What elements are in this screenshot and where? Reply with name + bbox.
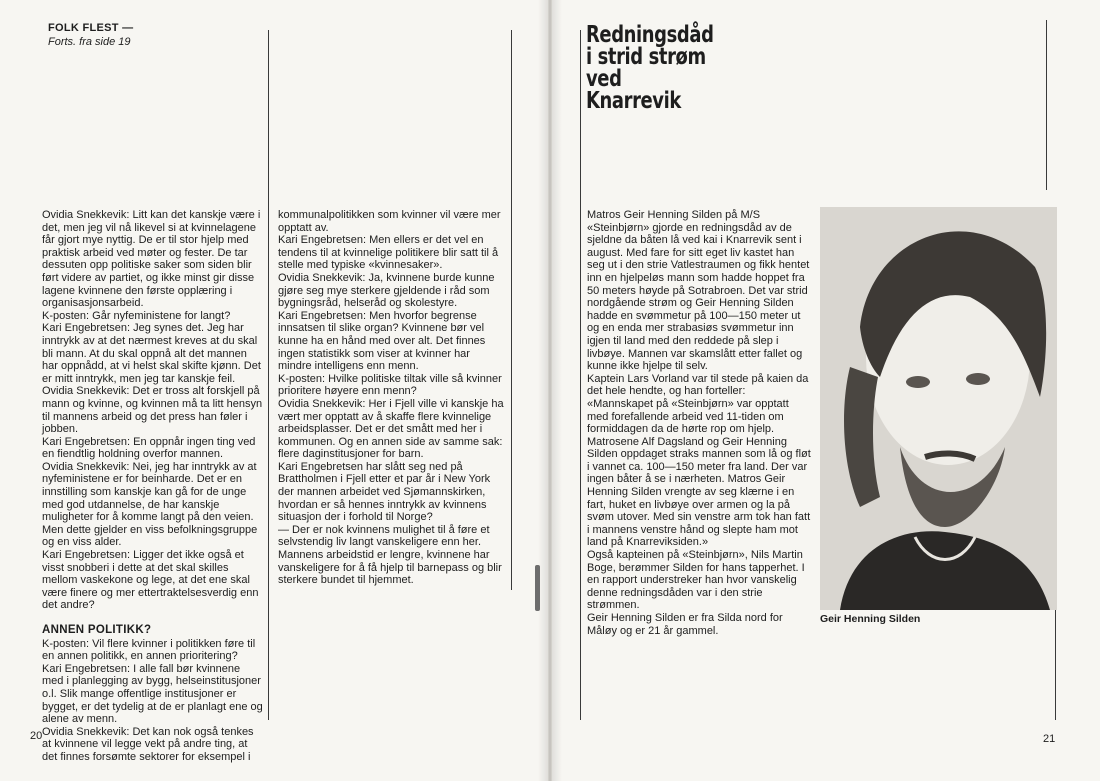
paragraph: Kaptein Lars Vorland var til stede på kaien da det hele hendte, og han forteller: «Mannskapet på «Steinbjørn» var opptatt med forefallende arbeid ved 11-tiden om formiddagen da de hørte rop om hjelp. Matrosene Alf Dagsland og Geir Henning Silden oppdaget straks mannen som lå og fløt i vannet ca. 100—150 meter fra land. Der var ingen båter å se i nærheten. Matros Geir Henning Silden vrengte av seg klærne i en fart, huket en livbøye over armen og la på svøm utover. Med sin venstre arm tok han fatt i mannens venstre hånd og slepte ham mot land på Knarreviksiden.» (587, 372, 811, 549)
paragraph: K-posten: Hvilke politiske tiltak ville så kvinner prioritere høyere enn menn? (278, 372, 502, 398)
headline-line: Redningsdåd (586, 22, 714, 48)
spine-gutter (538, 0, 562, 781)
paragraph: Matros Geir Henning Silden på M/S «Steinbjørn» gjorde en redningsdåd av de sjeldne da båten lå ved kai i Knarrevik sent i august. Med fare for sitt eget liv kastet han seg ut i den strie Vatlestraumen og fikk hentet inn en hjelpeløs mann som hadde hoppet fra 50 meters høyde på Sotrabroen. Det var strid nordgående strøm og Geir Henning Silden hadde en svømmetur på 100—150 meter ut og en enda mer strabasiøs svømmetur inn igjen til land med den reddede på slep i livbøye. Mannen var skamslått etter fallet og kunne ikke hjelpe til selv. (587, 209, 810, 373)
paragraph: Ovidia Snekkevik: Ja, kvinnene burde kunne gjøre seg mye sterkere gjeldende i råd som bygningsråd, helseråd og skolestyre. (278, 271, 495, 310)
portrait-illustration (820, 207, 1057, 610)
paragraph: Kari Engebretsen: Men ellers er det vel en tendens til at kvinnelige politikere blir satt til å stelle med typiske «kvinnesaker». (278, 234, 499, 272)
paragraph: K-posten: Går nyfeministene for langt? (42, 309, 231, 322)
column-divider-right (511, 30, 512, 590)
section-subheading: ANNEN POLITIKK? (42, 624, 152, 636)
column-divider (268, 30, 269, 720)
article-column-2 (278, 209, 506, 587)
rescue-article-column (587, 209, 813, 637)
paragraph: Også kapteinen på «Steinbjørn», Nils Martin Boge, berømmer Silden for hans tapperhet. I en rapport understreker han hvor vanskelig denne redningsdåden var i den strie strømmen. (587, 549, 805, 612)
page-number: 20 (30, 730, 43, 742)
left-page (0, 0, 548, 781)
column-divider-top (1046, 20, 1047, 190)
column-divider-bottom (1055, 610, 1056, 720)
paragraph: Kari Engebretsen: Jeg synes det. Jeg har inntrykk av at det nærmest kreves at du skal bli mann. At du skal oppnå alt det mannen har oppnådd, at vi helst skal skifte kjønn. Det er mitt inntrykk, men jeg tar kanskje feil. (42, 322, 261, 385)
portrait-photo (820, 207, 1057, 610)
paragraph: Geir Henning Silden er fra Silda nord for Måløy og er 21 år gammel. (587, 612, 783, 637)
staple (535, 565, 540, 611)
paragraph: Ovidia Snekkevik: Litt kan det kanskje være i det, men jeg vil nå likevel si at kvinnelagene får gjort mye nyttig. De er til stor hjelp med praktisk arbeid ved møter og fester. De tar dessuten opp politiske saker som siden blir ført videre av partiet, og ikke minst gir disse lagene kvinnene den første opplæring i organisasjonsarbeid. (42, 209, 261, 310)
paragraph: kommunalpolitikken som kvinner vil være mer opptatt av. (278, 209, 501, 234)
paragraph: K-posten: Vil flere kvinner i politikken føre til en annen politikk, en annen prioritering? (42, 637, 256, 663)
headline-line: i strid strøm (586, 44, 706, 70)
continuation-header: FOLK FLEST — (48, 22, 134, 34)
paragraph: Kari Engebretsen har slått seg ned på Brattholmen i Fjell etter et par år i New York der mannen arbeidet ved Sjømannskirken, hvordan er så hennes inntrykk av kvinnens situasjon der i forhold til Norge? (278, 460, 491, 524)
paragraph: — Der er nok kvinnens mulighet til å føre et selvstendig liv langt vanskeligere enn her. Mannens arbeidstid er lengre, kvinnene har vanskeligere for å få hjelp til barnepass og blir sterkere bundet til hjemmet. (278, 523, 502, 587)
column-divider (580, 30, 581, 720)
continuation-subtitle: Forts. fra side 19 (48, 36, 131, 48)
headline (586, 22, 714, 114)
paragraph: Ovidia Snekkevik: Det er tross alt forskjell på mann og kvinne, og kvinnen må ta litt hensyn til mannens arbeid og det press han føler i jobben. (42, 385, 263, 436)
paragraph: Kari Engebretsen: I alle fall bør kvinnene med i planlegging av bygg, helseinstitusjoner o.l. Slik mange offentlige institusjoner er bygget, er det tydelig at de er planlagt ene og alene av menn. (42, 662, 263, 726)
paragraph: Ovidia Snekkevik: Det kan nok også tenkes at kvinnene vil legge vekt på andre ting, at det finnes forsømte sektorer for eksempel i (42, 725, 254, 763)
photo-caption: Geir Henning Silden (820, 613, 921, 625)
article-column-1 (42, 209, 264, 764)
paragraph: Kari Engebretsen: Men hvorfor begrense innsatsen til slike organ? Kvinnene bør vel kunne ha en hånd med over alt. Det finnes ingen statistikk som viser at kvinner har mindre intelligens enn menn. (278, 309, 486, 373)
page-number: 21 (1043, 733, 1056, 745)
paragraph: Kari Engebretsen: Ligger det ikke også et visst snobberi i dette at det skal skilles mellom vaskekone og lege, at det ene skal være finere og mer ettertraktelsesverdig enn det andre? (42, 549, 259, 612)
paragraph: Kari Engebretsen: En oppnår ingen ting ved en fiendtlig holdning overfor mannen. (42, 435, 256, 461)
paragraph: Ovidia Snekkevik: Nei, jeg har inntrykk av at nyfeministene er for beinharde. Det er en innstilling som kanskje kan gå for de unge med god utdannelse, de har kanskje muligheter for å komme langt på den veien. Men dette gjelder en viss befolkningsgruppe og en viss alder. (42, 460, 258, 549)
headline-line: ved Knarrevik (586, 66, 681, 114)
paragraph: Ovidia Snekkevik: Her i Fjell ville vi kanskje ha vært mer opptatt av å skaffe flere kvinnelige arbeidsplasser. Det er det smått med her i kommunen. Og en annen side av samme sak: flere daginstitusjoner for barn. (278, 397, 504, 461)
